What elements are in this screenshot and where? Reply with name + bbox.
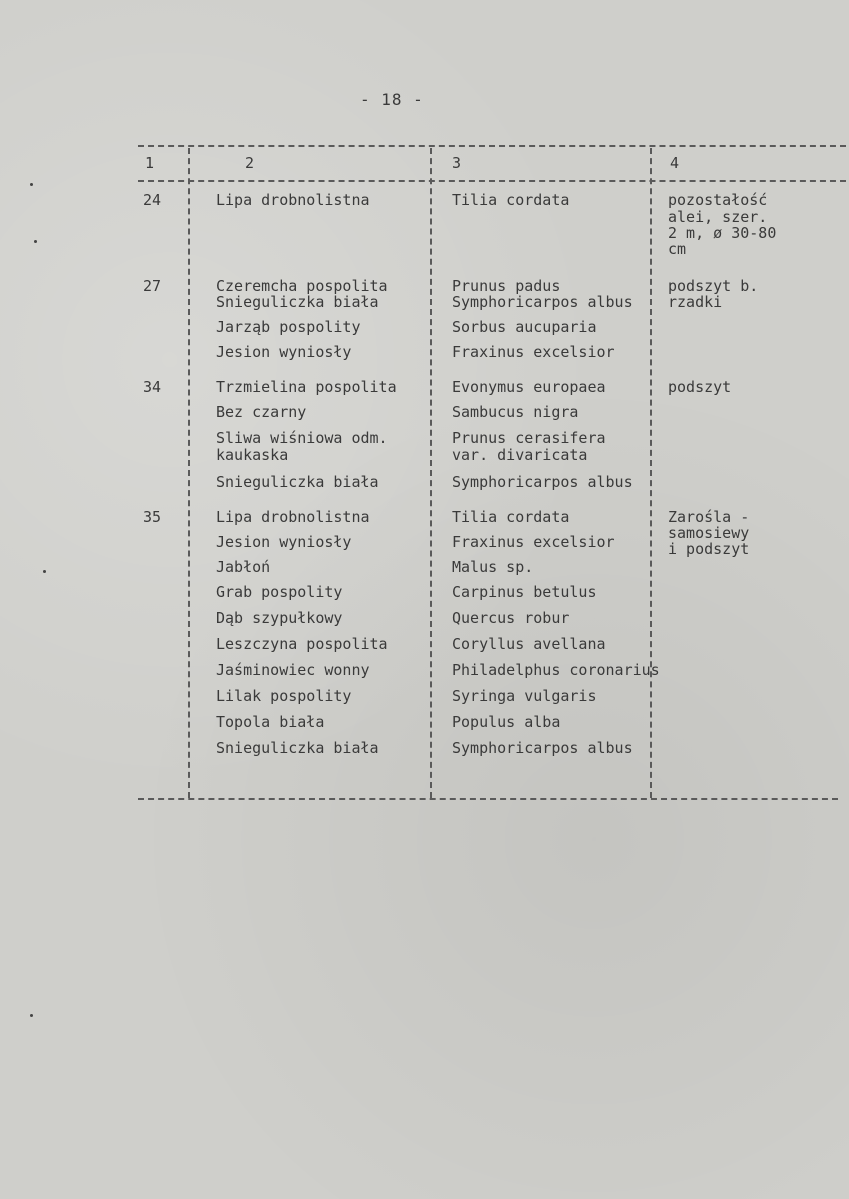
polish-name: Trzmielina pospolita [216, 378, 397, 396]
latin-name: Sorbus aucuparia [452, 318, 597, 336]
latin-name: Symphoricarpos albus [452, 739, 633, 757]
latin-name: Quercus robur [452, 609, 570, 627]
latin-name: Philadelphus coronarius [452, 661, 660, 679]
column-header-2: 2 [245, 154, 255, 172]
polish-name: Lipa drobnolistna [216, 191, 370, 209]
polish-name: Sliwa wiśniowa odm. [216, 429, 388, 447]
latin-name: Prunus padus [452, 277, 561, 295]
latin-name: Fraxinus excelsior [452, 343, 615, 361]
latin-name: Syringa vulgaris [452, 687, 597, 705]
latin-name: Tilia cordata [452, 191, 570, 209]
latin-name: Tilia cordata [452, 508, 570, 526]
polish-name: Snieguliczka biała [216, 293, 379, 311]
scan-mark [30, 1014, 33, 1017]
note: pozostałość [668, 191, 768, 209]
polish-name: Bez czarny [216, 403, 307, 421]
polish-name: Jesion wyniosły [216, 533, 352, 551]
note: cm [668, 240, 687, 258]
latin-name: var. divaricata [452, 446, 588, 464]
polish-name: Topola biała [216, 713, 325, 731]
note: podszyt b. [668, 277, 759, 295]
row-number: 35 [143, 508, 162, 526]
polish-name: Leszczyna pospolita [216, 635, 388, 653]
polish-name: Jarząb pospolity [216, 318, 361, 336]
latin-name: Fraxinus excelsior [452, 533, 615, 551]
scan-mark [43, 570, 46, 573]
polish-name: kaukaska [216, 446, 289, 464]
polish-name: Lipa drobnolistna [216, 508, 370, 526]
column-divider-2 [430, 148, 432, 798]
header-bottom-rule [138, 180, 846, 182]
polish-name: Jaśminowiec wonny [216, 661, 370, 679]
column-header-3: 3 [452, 154, 462, 172]
table-top-rule [138, 145, 846, 147]
row-number: 34 [143, 378, 162, 396]
table-bottom-rule [138, 798, 838, 800]
note: podszyt [668, 378, 732, 396]
polish-name: Lilak pospolity [216, 687, 352, 705]
polish-name: Czeremcha pospolita [216, 277, 388, 295]
latin-name: Coryllus avellana [452, 635, 606, 653]
note: 2 m, ø 30-80 [668, 224, 777, 242]
latin-name: Evonymus europaea [452, 378, 606, 396]
column-header-1: 1 [145, 154, 155, 172]
latin-name: Carpinus betulus [452, 583, 597, 601]
note: i podszyt [668, 540, 750, 558]
page-number: - 18 - [360, 90, 424, 109]
latin-name: Symphoricarpos albus [452, 293, 633, 311]
latin-name: Prunus cerasifera [452, 429, 606, 447]
row-number: 24 [143, 191, 162, 209]
column-divider-1 [188, 148, 190, 798]
column-header-4: 4 [670, 154, 680, 172]
note: Zarośla - [668, 508, 750, 526]
polish-name: Grab pospolity [216, 583, 343, 601]
polish-name: Jesion wyniosły [216, 343, 352, 361]
note: samosiewy [668, 524, 750, 542]
latin-name: Symphoricarpos albus [452, 473, 633, 491]
polish-name: Snieguliczka biała [216, 473, 379, 491]
scan-mark [34, 240, 37, 243]
scan-mark [30, 183, 33, 186]
note: alei, szer. [668, 208, 768, 226]
latin-name: Populus alba [452, 713, 561, 731]
polish-name: Snieguliczka biała [216, 739, 379, 757]
latin-name: Malus sp. [452, 558, 534, 576]
note: rzadki [668, 293, 723, 311]
latin-name: Sambucus nigra [452, 403, 579, 421]
row-number: 27 [143, 277, 162, 295]
polish-name: Jabłoń [216, 558, 271, 576]
column-divider-3 [650, 148, 652, 798]
polish-name: Dąb szypułkowy [216, 609, 343, 627]
